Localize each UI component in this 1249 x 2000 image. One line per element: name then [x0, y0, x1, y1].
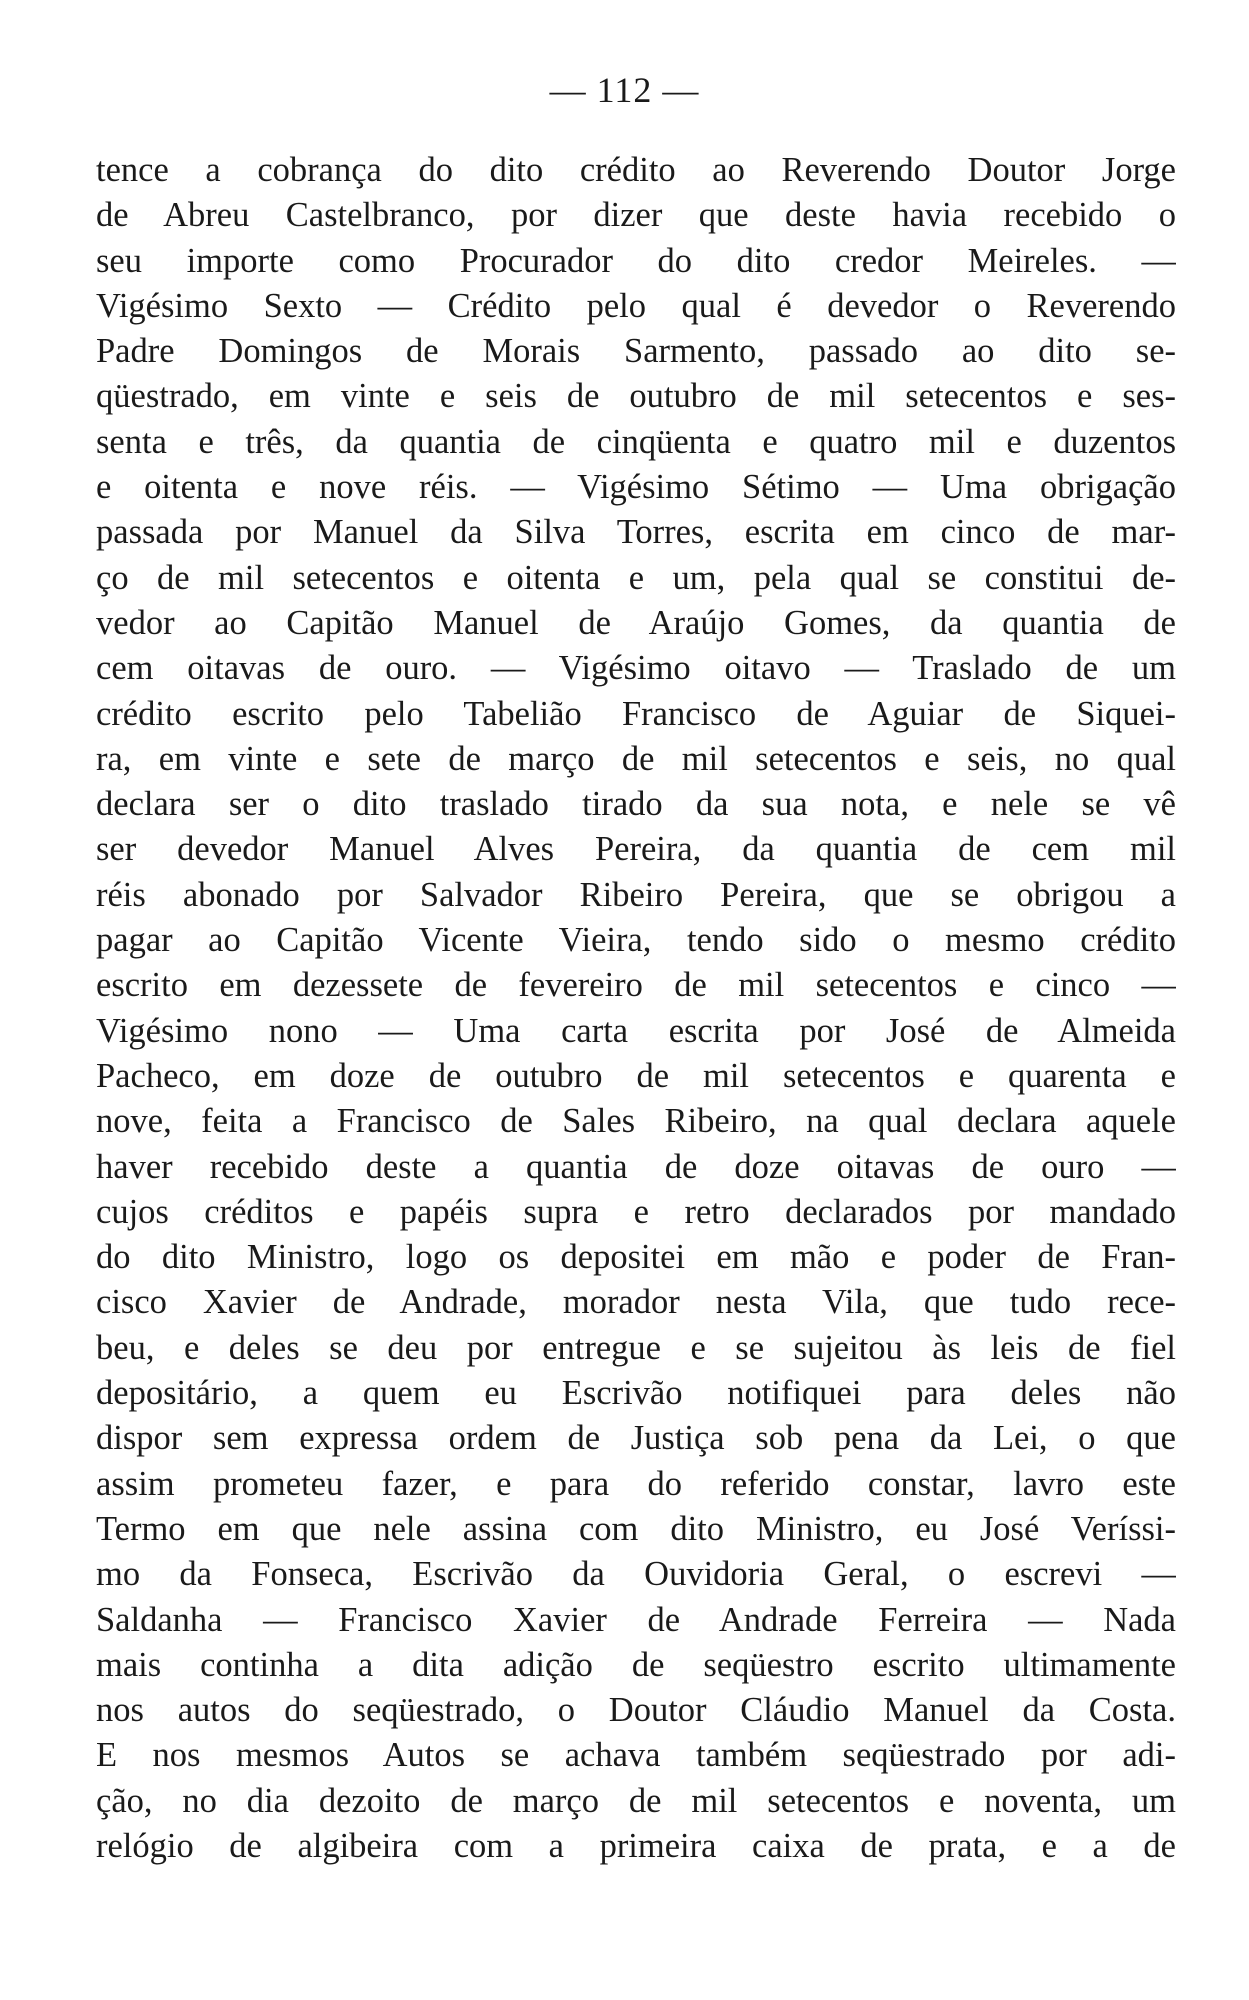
text-line: Vigésimo nono — Uma carta escrita por José de Almeida — [96, 1011, 1176, 1050]
text-line: Saldanha — Francisco Xavier de Andrade Ferreira — Nada — [96, 1600, 1176, 1639]
text-line: de Abreu Castelbranco, por dizer que deste havia recebido o — [96, 196, 1176, 235]
text-line: Pacheco, em doze de outubro de mil setecentos e quarenta e — [96, 1056, 1176, 1095]
text-line: ção, no dia dezoito de março de mil setecentos e noventa, um — [96, 1781, 1176, 1820]
text-line: nove, feita a Francisco de Sales Ribeiro, na qual declara aquele — [96, 1102, 1176, 1141]
text-line: assim prometeu fazer, e para do referido constar, lavro este — [96, 1464, 1176, 1503]
text-line: depositário, a quem eu Escrivão notifiquei para deles não — [96, 1374, 1176, 1413]
text-line: seu importe como Procurador do dito credor Meireles. — — [96, 241, 1176, 280]
text-line: haver recebido deste a quantia de doze oitavas de ouro — — [96, 1147, 1176, 1186]
body-text — [96, 148, 1176, 1869]
text-line: ra, em vinte e sete de março de mil setecentos e seis, no qual — [96, 739, 1176, 778]
text-line: cem oitavas de ouro. — Vigésimo oitavo — Traslado de um — [96, 649, 1176, 688]
text-line: ço de mil setecentos e oitenta e um, pela qual se constitui de- — [96, 558, 1176, 597]
text-line: vedor ao Capitão Manuel de Araújo Gomes, da quantia de — [96, 603, 1176, 642]
text-line: relógio de algibeira com a primeira caixa de prata, e a de — [96, 1826, 1176, 1865]
text-line: tence a cobrança do dito crédito ao Reverendo Doutor Jorge — [96, 151, 1176, 189]
text-line: ser devedor Manuel Alves Pereira, da quantia de cem mil — [96, 830, 1176, 869]
text-line: mais continha a dita adição de seqüestro escrito ultimamente — [96, 1645, 1176, 1684]
text-line: Termo em que nele assina com dito Ministro, eu José Veríssi- — [96, 1509, 1176, 1548]
text-line: mo da Fonseca, Escrivão da Ouvidoria Geral, o escrevi — — [96, 1555, 1176, 1594]
text-line: pagar ao Capitão Vicente Vieira, tendo sido o mesmo crédito — [96, 921, 1176, 960]
text-line: cujos créditos e papéis supra e retro declarados por mandado — [96, 1192, 1176, 1231]
text-line: réis abonado por Salvador Ribeiro Pereira, que se obrigou a — [96, 875, 1176, 914]
text-line: senta e três, da quantia de cinqüenta e quatro mil e duzentos — [96, 422, 1176, 461]
text-line: do dito Ministro, logo os depositei em mão e poder de Fran- — [96, 1238, 1176, 1277]
text-line: declara ser o dito traslado tirado da sua nota, e nele se vê — [96, 785, 1176, 824]
text-line: dispor sem expressa ordem de Justiça sob pena da Lei, o que — [96, 1419, 1176, 1458]
text-line: crédito escrito pelo Tabelião Francisco de Aguiar de Siquei- — [96, 694, 1176, 733]
page-number: — 112 — — [549, 70, 700, 110]
text-line: beu, e deles se deu por entregue e se sujeitou às leis de fiel — [96, 1328, 1176, 1367]
text-line: Padre Domingos de Morais Sarmento, passado ao dito se- — [96, 332, 1176, 371]
text-line: qüestrado, em vinte e seis de outubro de mil setecentos e ses- — [96, 377, 1176, 416]
text-line: e oitenta e nove réis. — Vigésimo Sétimo — Uma obrigação — [96, 468, 1176, 507]
text-line: nos autos do seqüestrado, o Doutor Cláudio Manuel da Costa. — [96, 1691, 1176, 1730]
text-line: escrito em dezessete de fevereiro de mil setecentos e cinco — — [96, 966, 1176, 1005]
text-line: cisco Xavier de Andrade, morador nesta Vila, que tudo rece- — [96, 1283, 1176, 1322]
text-line: E nos mesmos Autos se achava também seqüestrado por adi- — [96, 1736, 1176, 1775]
text-line: passada por Manuel da Silva Torres, escrita em cinco de mar- — [96, 513, 1176, 552]
text-line: Vigésimo Sexto — Crédito pelo qual é devedor o Reverendo — [96, 286, 1176, 325]
